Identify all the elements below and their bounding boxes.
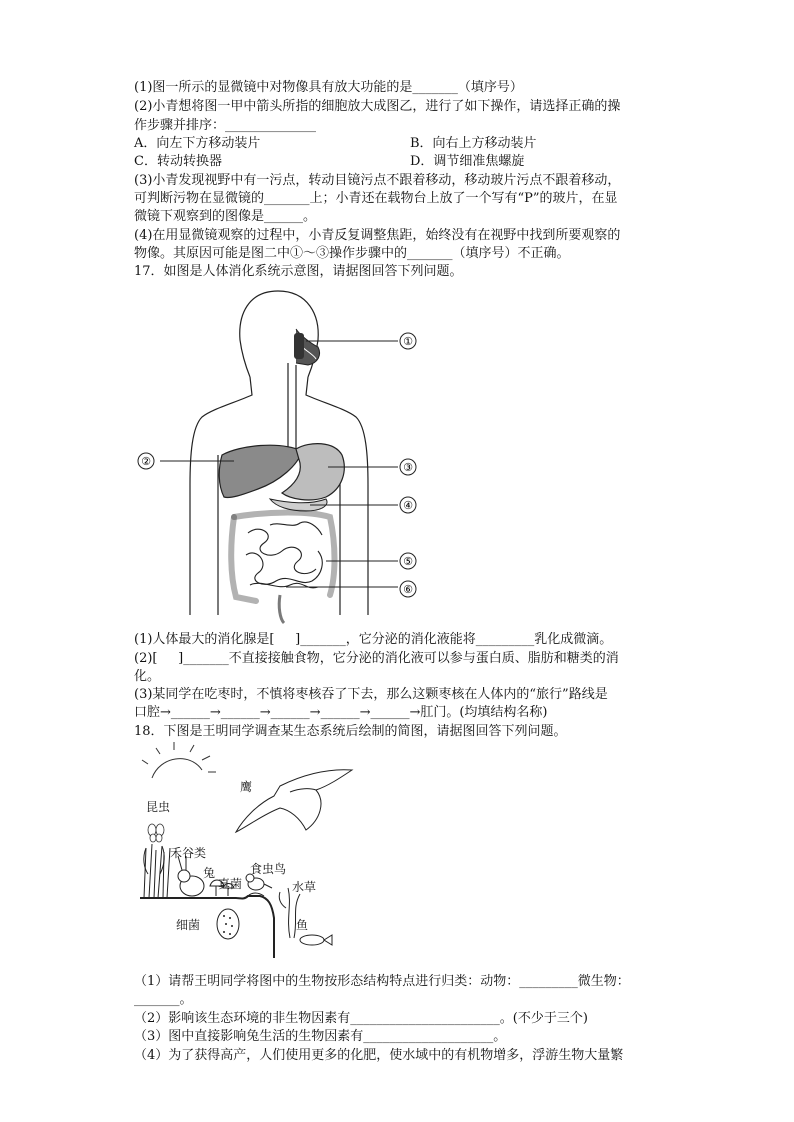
q16-line-8: 微镜下观察到的图像是______。	[134, 209, 317, 224]
digestive-label-6: ⑥	[403, 583, 413, 596]
q16-option-a: A．向左下方移动装片	[134, 136, 261, 151]
rabbit-icon	[178, 856, 204, 896]
q18-line-5: （4）为了获得高产，人们使用更多的化肥，使水域中的有机物增多，浮游生物大量繁	[134, 1048, 624, 1063]
digestive-label-3: ③	[403, 461, 413, 474]
q18-line-2: _______。	[134, 992, 193, 1007]
q18-line-3: （2）影响该生态环境的非生物因素有_______________________。(不少于三个)	[134, 1011, 588, 1026]
label-hawk: 鹰	[240, 780, 253, 794]
q16-line-3: 作步骤并排序：______________	[134, 118, 317, 133]
label-rabbit: 兔	[203, 866, 216, 880]
q17-line-1: (1)人体最大的消化腺是[ ]_______，它分泌的消化液能将_________乳化成微滴。	[134, 632, 613, 647]
q18-line-1: （1）请帮王明同学将图中的生物按形态结构特点进行归类：动物：_________微生物：	[134, 974, 630, 989]
label-bird: 食虫鸟	[250, 862, 287, 876]
q17-line-2: (2)[ ]_______不直接接触食物，它分泌的消化液可以参与蛋白质、脂肪和糖类的消	[134, 651, 619, 666]
q16-line-9: (4)在用显微镜观察的过程中，小青反复调整焦距，始终没有在视野中找到所要观察的	[134, 228, 621, 243]
insect-icon	[148, 824, 164, 842]
q16-line-6: (3)小青发现视野中有一污点，转动目镜污点不跟着移动，移动玻片污点不跟着移动，	[134, 173, 621, 188]
digestive-label-1: ①	[403, 335, 413, 348]
q16-option-d: D．调节细准焦螺旋	[410, 154, 525, 169]
q16-line-1: (1)图一所示的显微镜中对物像具有放大功能的是_______（填序号）	[134, 80, 523, 95]
q16-line-7: 可判断污物在显微镜的_______上；小青还在载物台上放了一个写有“P”的玻片，在显	[134, 191, 618, 206]
grain-icon	[144, 844, 170, 898]
digestive-label-4: ④	[403, 499, 413, 512]
fish-icon	[300, 935, 332, 945]
q17-line-5: 口腔→______→______→______→______→______→肛门。(均填结构名称)	[134, 705, 548, 720]
digestive-label-2: ②	[141, 455, 151, 468]
label-bacteria: 细菌	[176, 918, 201, 932]
hawk-icon	[236, 770, 352, 832]
q18-line-4: （3）图中直接影响兔生活的生物因素有____________________。	[134, 1029, 507, 1044]
label-insect: 昆虫	[146, 800, 171, 814]
q16-line-2: (2)小青想将图一甲中箭头所指的细胞放大成图乙，进行了如下操作，请选择正确的操	[134, 99, 621, 114]
digestive-label-5: ⑤	[403, 555, 413, 568]
bird-icon	[246, 874, 272, 890]
digestive-system-diagram	[130, 285, 420, 625]
label-fish: 鱼	[296, 918, 309, 932]
sun-icon	[142, 742, 216, 778]
q17-line-3: 化。	[134, 669, 161, 684]
label-grain: 禾谷类	[170, 846, 207, 860]
label-waterweed: 水草	[292, 880, 317, 894]
bacteria-icon	[217, 909, 239, 939]
q18-title: 18．下图是王明同学调查某生态系统后绘制的简图，请据图回答下列问题。	[134, 724, 567, 739]
q17-line-4: (3)某同学在吃枣时，不慎将枣核吞了下去，那么这颗枣核在人体内的“旅行”路线是	[134, 687, 608, 702]
q17-title: 17．如图是人体消化系统示意图，请据图回答下列问题。	[134, 264, 463, 279]
label-fungi: 真菌	[218, 877, 243, 891]
q16-option-b: B．向右上方移动装片	[410, 136, 537, 151]
q16-line-10: 物像。其原因可能是图二中①～③操作步骤中的_______（填序号）不正确。	[134, 246, 570, 261]
q16-option-c: C．转动转换器	[134, 154, 222, 169]
